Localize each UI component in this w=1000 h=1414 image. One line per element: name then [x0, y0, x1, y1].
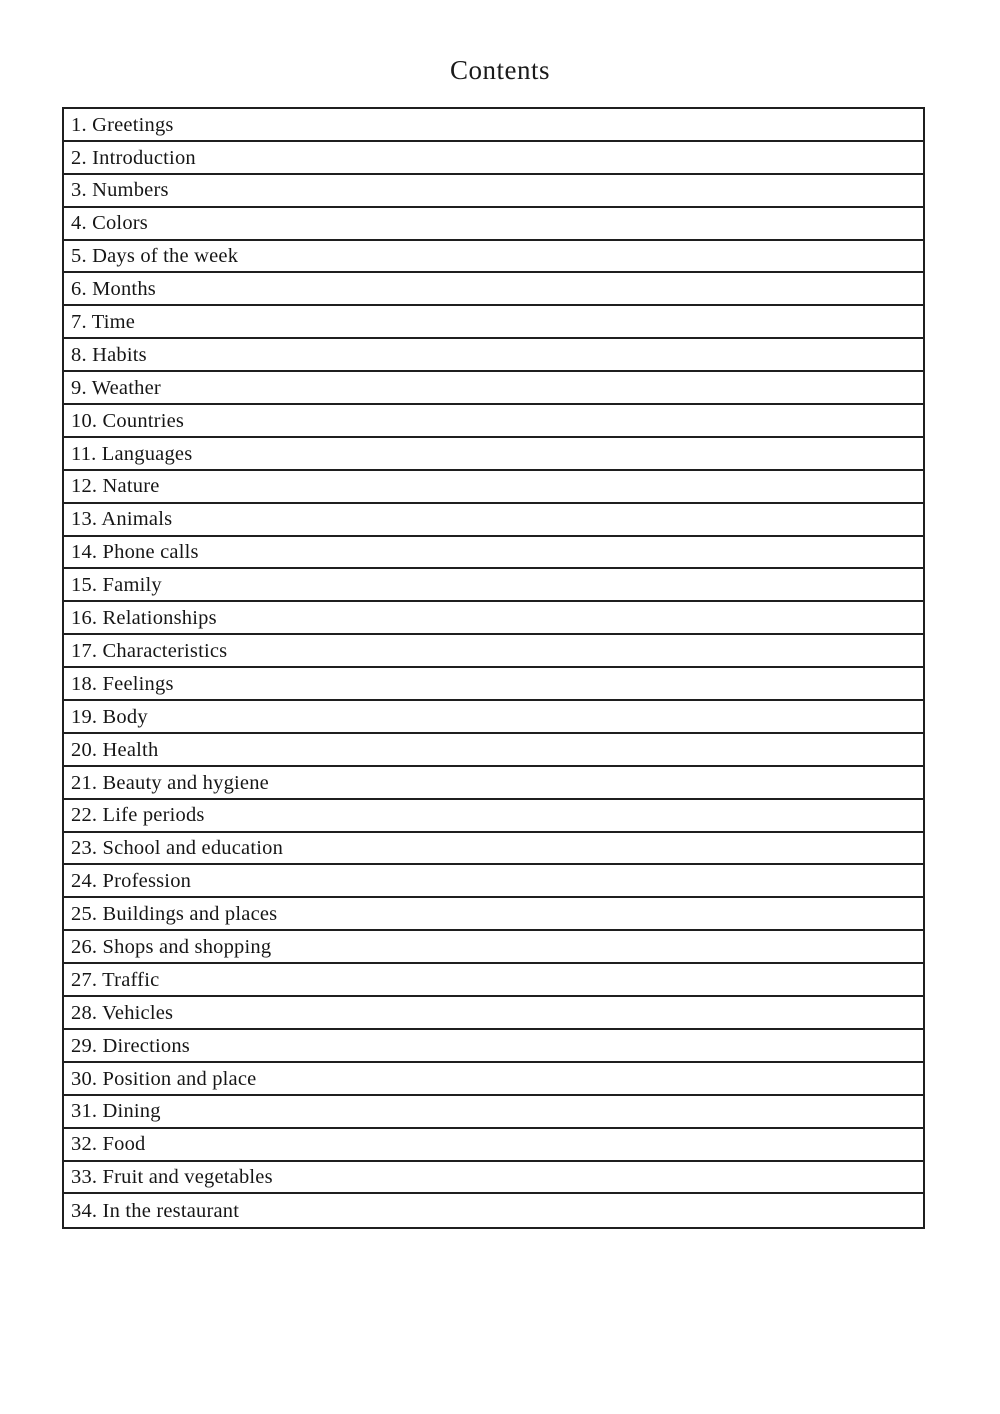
toc-row [64, 339, 923, 372]
toc-entry-text: 25. Buildings and places [71, 903, 278, 926]
toc-entry-text: 14. Phone calls [71, 541, 199, 564]
toc-entry-text: 18. Feelings [71, 672, 174, 695]
toc-entry-text: 7. Time [71, 311, 136, 334]
page-title: Contents [449, 55, 550, 85]
toc-row [64, 241, 923, 274]
toc-entry-text: 6. Months [71, 278, 156, 301]
toc-entry-text: 11. Languages [71, 442, 193, 465]
toc-row [64, 1063, 923, 1096]
toc-entry-text: 20. Health [71, 738, 159, 761]
toc-row [64, 997, 923, 1030]
toc-entry-text: 32. Food [71, 1133, 146, 1156]
toc-row [64, 306, 923, 339]
toc-row [64, 668, 923, 701]
toc-row [64, 471, 923, 504]
toc-entry-text: 8. Habits [71, 343, 147, 366]
toc-entry-text: 33. Fruit and vegetables [71, 1166, 273, 1189]
toc-row [64, 405, 923, 438]
toc-row [64, 767, 923, 800]
toc-entry-text: 34. In the restaurant [71, 1200, 240, 1223]
toc-row [64, 1096, 923, 1129]
toc-row [64, 931, 923, 964]
toc-row [64, 537, 923, 570]
toc-row [64, 833, 923, 866]
toc-row [64, 273, 923, 306]
toc-entry-text: 9. Weather [71, 376, 161, 399]
toc-row [64, 372, 923, 405]
toc-row [64, 1030, 923, 1063]
toc-row [64, 898, 923, 931]
toc-entry-text: 24. Profession [71, 870, 192, 893]
toc-entry-text: 17. Characteristics [71, 639, 228, 662]
toc-entry-text: 2. Introduction [71, 146, 196, 169]
toc-row [64, 142, 923, 175]
toc-entry-text: 29. Directions [71, 1034, 190, 1057]
toc-entry-text: 19. Body [71, 705, 148, 728]
toc-entry-text: 27. Traffic [71, 968, 160, 991]
toc-entry-text: 28. Vehicles [71, 1001, 174, 1024]
toc-row [64, 865, 923, 898]
toc-row [64, 734, 923, 767]
toc-row [64, 438, 923, 471]
toc-entry-text: 4. Colors [71, 212, 148, 235]
toc-entry-text: 13. Animals [71, 508, 173, 531]
toc-row [64, 635, 923, 668]
toc-entry-text: 10. Countries [71, 409, 185, 432]
toc-row [64, 175, 923, 208]
toc-row [64, 701, 923, 734]
toc-entry-text: 1. Greetings [71, 113, 174, 136]
toc-row [64, 208, 923, 241]
toc-entry-text: 5. Days of the week [71, 245, 239, 268]
toc-row [64, 602, 923, 635]
toc-row [64, 1129, 923, 1162]
toc-entry-text: 23. School and education [71, 837, 284, 860]
toc-row [64, 964, 923, 997]
toc-entry-text: 22. Life periods [71, 804, 205, 827]
toc-entry-text: 15. Family [71, 574, 162, 597]
toc-row [64, 569, 923, 602]
toc-row [64, 504, 923, 537]
toc-row [64, 800, 923, 833]
toc-entry-text: 12. Nature [71, 475, 160, 498]
toc-row [64, 1162, 923, 1195]
toc-entry-text: 3. Numbers [71, 179, 169, 202]
contents-table [62, 107, 925, 1229]
toc-entry-text: 26. Shops and shopping [71, 935, 272, 958]
toc-entry-text: 31. Dining [71, 1100, 161, 1123]
toc-row [64, 1194, 923, 1227]
toc-entry-text: 16. Relationships [71, 607, 217, 630]
toc-entry-text: 21. Beauty and hygiene [71, 771, 269, 794]
toc-entry-text: 30. Position and place [71, 1067, 257, 1090]
toc-row [64, 109, 923, 142]
